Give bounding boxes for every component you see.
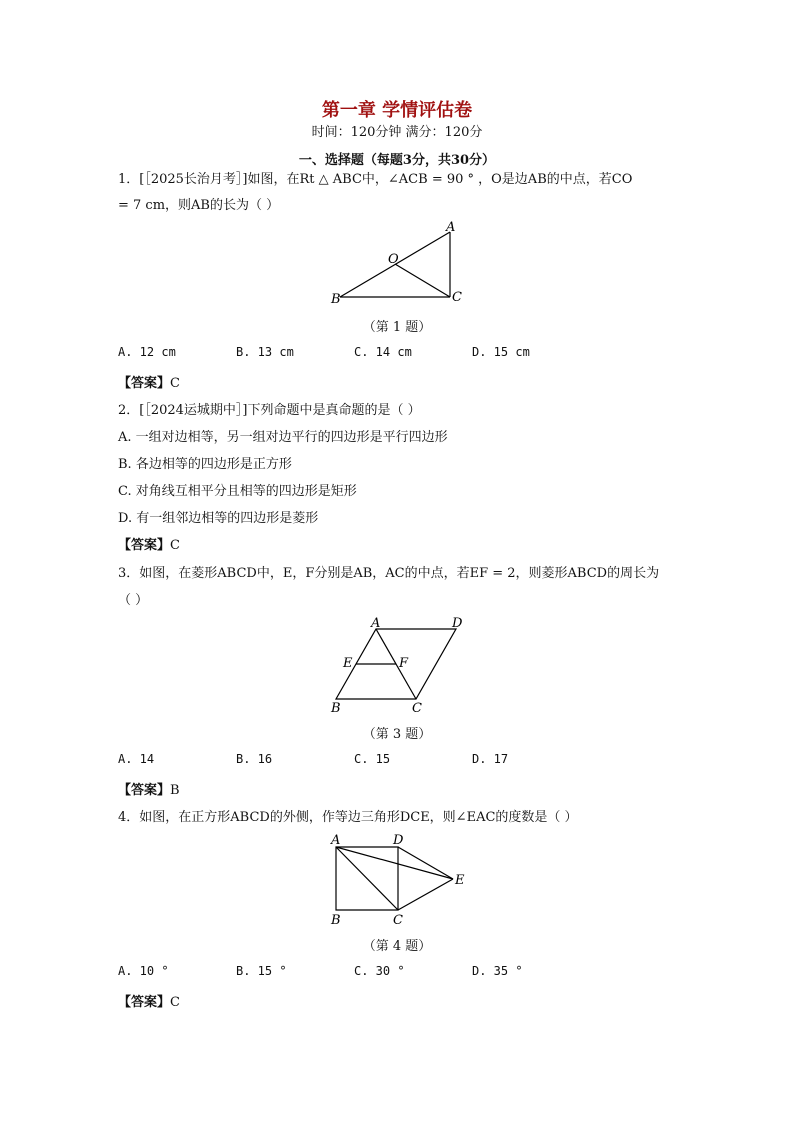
q1-answer-value: C (170, 376, 180, 391)
q4-segment-ce (398, 879, 453, 910)
q2-option-b: B. 各边相等的四边形是正方形 (118, 457, 292, 472)
q2-answer (118, 534, 180, 553)
q1-option-b: B. 13 cm (236, 345, 294, 359)
q1-option-c: C. 14 cm (354, 345, 412, 359)
q3-answer (118, 779, 180, 798)
q1-figure (320, 215, 480, 310)
q4-segment-ae (336, 847, 453, 879)
answer-tag: 【答案】 (118, 376, 171, 391)
q4-figure (326, 830, 476, 930)
q3-label-a: A (371, 616, 381, 631)
q4-caption: （第 4 题） (362, 939, 432, 954)
q4-label-b: B (331, 913, 341, 928)
q2-option-d: D. 有一组邻边相等的四边形是菱形 (118, 511, 319, 526)
answer-tag: 【答案】 (118, 783, 171, 798)
q1-caption: （第 1 题） (362, 320, 432, 335)
exam-info: 时间：120分钟 满分：120分 (311, 125, 483, 140)
q4-stem-line-1: 4．如图，在正方形ABCD的外侧，作等边三角形DCE，则∠EAC的度数是（ ） (118, 810, 578, 825)
q3-option-d: D. 17 (472, 752, 509, 766)
q4-option-b: B. 15 ° (236, 964, 287, 978)
q1-label-c: C (452, 290, 462, 305)
q4-label-e: E (455, 873, 465, 888)
q3-label-b: B (331, 701, 341, 716)
answer-tag: 【答案】 (118, 538, 171, 553)
q4-label-d: D (393, 833, 404, 848)
q4-option-c: C. 30 ° (354, 964, 405, 978)
q4-answer (118, 991, 180, 1010)
q3-answer-value: B (170, 783, 180, 798)
q3-label-c: C (412, 701, 422, 716)
q3-option-b: B. 16 (236, 752, 273, 766)
q4-option-a: A. 10 ° (118, 964, 169, 978)
q2-stem-line-1: 2．[［2024运城期中］]下列命题中是真命题的是（ ） (118, 403, 421, 418)
q3-option-c: C. 15 (354, 752, 391, 766)
answer-tag: 【答案】 (118, 995, 171, 1010)
q1-stem-line-1: 1．[［2025长治月考］]如图，在Rt △ ABC中，∠ACB = 90 ° ，O是边AB的中点，若CO (118, 172, 633, 187)
q4-label-c: C (393, 913, 403, 928)
q3-label-e: E (343, 656, 353, 671)
section-heading: 一、选择题（每题3分，共30分） (298, 153, 496, 168)
q3-label-f: F (399, 656, 409, 671)
page-title: 第一章 学情评估卷 (321, 100, 473, 121)
q3-stem-line-2: （ ） (118, 593, 149, 608)
q4-diagonal-ac (336, 847, 398, 910)
q2-option-a: A. 一组对边相等，另一组对边平行的四边形是平行四边形 (118, 430, 448, 445)
q1-option-a: A. 12 cm (118, 345, 176, 359)
q3-label-d: D (452, 616, 463, 631)
q1-label-a: A (446, 220, 456, 235)
q1-option-d: D. 15 cm (472, 345, 530, 359)
q4-answer-value: C (170, 995, 180, 1010)
q3-stem-line-1: 3．如图，在菱形ABCD中，E，F分别是AB，AC的中点，若EF = 2，则菱形ABCD的周长为 (118, 566, 660, 581)
q3-figure (326, 612, 476, 717)
q1-stem-line-2: = 7 cm，则AB的长为（ ） (118, 198, 280, 213)
q1-label-o: O (388, 252, 399, 267)
q1-answer (118, 372, 180, 391)
q2-answer-value: C (170, 538, 180, 553)
q1-label-b: B (331, 292, 341, 307)
q3-option-a: A. 14 (118, 752, 155, 766)
q4-option-d: D. 35 ° (472, 964, 523, 978)
q1-segment-oc (395, 264, 450, 297)
q2-option-c: C. 对角线互相平分且相等的四边形是矩形 (118, 484, 357, 499)
q3-caption: （第 3 题） (362, 727, 432, 742)
q4-label-a: A (331, 833, 341, 848)
q4-segment-de (398, 847, 453, 879)
